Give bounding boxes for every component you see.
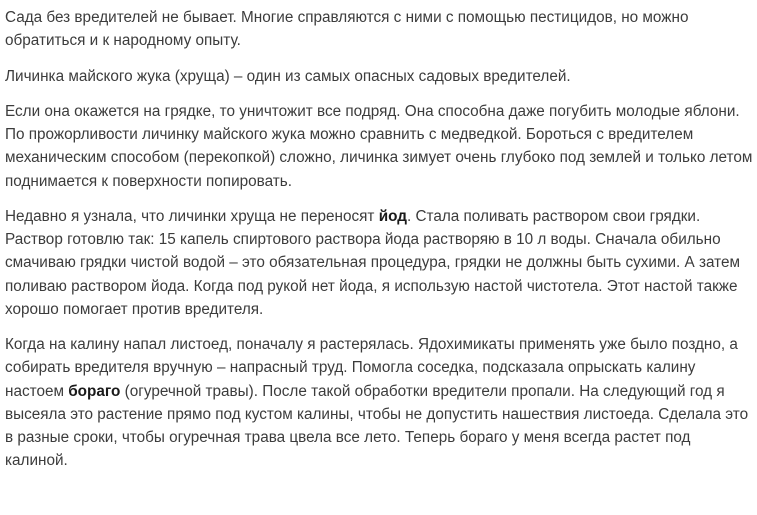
text-line: высеяла это растение прямо под кустом калины, чтобы не допустить нашествия листоеда. Сделала это [5, 405, 749, 423]
text-line: механическим способом (перекопкой) сложно, личинка зимует очень глубоко под землей и только летом [5, 149, 753, 167]
text-line: в разные сроки, чтобы огуречная трава цвела все лето. Теперь бораго у меня всегда растет под [5, 429, 691, 446]
paragraph-larva [5, 65, 757, 88]
text-line: собирать вредителя вручную – напрасный труд. Помогла соседка, подсказала опрыскать калину [5, 359, 696, 377]
text-line: Если она окажется на грядке, то уничтожит все подряд. Она способна даже погубить молодые яблони. [5, 102, 740, 120]
text-line: поднимается к поверхности попировать. [5, 172, 292, 190]
text-line: Сада без вредителей не бывает. Многие справляются с ними с помощью пестицидов, но можно [5, 9, 689, 26]
text-line: смачиваю грядки чистой водой – это обязательная процедура, грядки не должны быть сухими. А затем [5, 254, 741, 272]
text-line: Недавно я узнала, что личинки хруща не переносят [5, 207, 379, 225]
text-line: калиной. [5, 452, 68, 470]
paragraph-borage [5, 333, 757, 472]
text-line: Раствор готовлю так: 15 капель спиртового раствора йода растворяю в 10 л воды. Сначала обильно [5, 231, 721, 249]
text-line: (огуречной травы). После такой обработки вредители пропали. На следующий год я [120, 382, 725, 400]
text-line: По прожорливости личинку майского жука можно сравнить с медведкой. Бороться с вредителем [5, 126, 694, 144]
text-line: поливаю раствором йода. Когда под рукой нет йода, я использую настой чистотела. Этот настой также [5, 277, 738, 295]
text-line: обратиться и к народному опыту. [5, 32, 241, 50]
text-line: хорошо помогает против вредителя. [5, 300, 264, 318]
paragraph-damage [5, 100, 757, 193]
text-line: настоем [5, 382, 69, 400]
paragraph-intro [5, 6, 757, 52]
text-line: Когда на калину напал листоед, поначалу я растерялась. Ядохимикаты применять уже было поздно, а [5, 336, 738, 354]
keyword-iodine: йод [378, 207, 407, 225]
text-line: Личинка майского жука (хруща) – один из самых опасных садовых вредителей. [5, 67, 571, 85]
paragraph-iodine [5, 205, 757, 321]
keyword-borage: бораго [68, 382, 121, 400]
text-line: . Стала поливать раствором свои грядки. [406, 207, 701, 225]
